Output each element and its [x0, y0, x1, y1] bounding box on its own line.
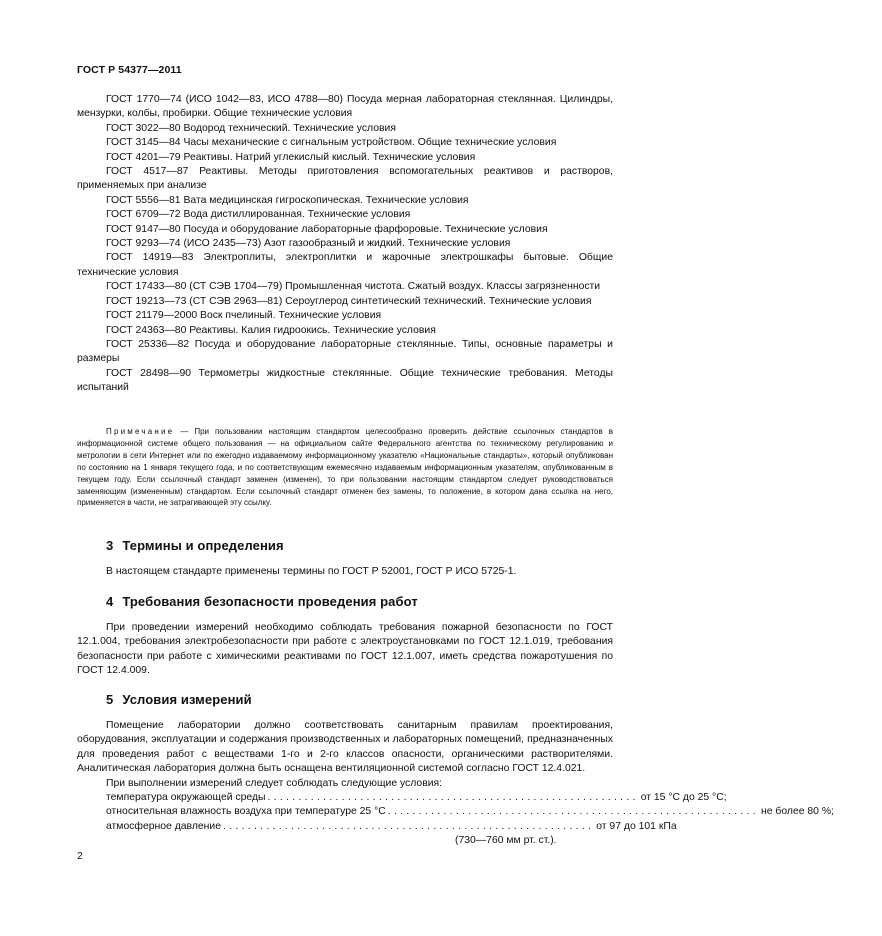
section-title: Условия измерений — [122, 692, 252, 707]
reference-item: ГОСТ 4201—79 Реактивы. Натрий углекислый кислый. Технические условия — [106, 151, 476, 163]
condition-name: температура окружающей среды — [106, 792, 266, 803]
section-3-body — [77, 565, 613, 579]
paragraph: В настоящем стандарте применены термины по ГОСТ Р 52001, ГОСТ Р ИСО 5725-1. — [106, 566, 517, 577]
condition-name: относительная влажность воздуха при температуре 25 °С — [106, 806, 386, 818]
reference-item: ГОСТ 9293—74 (ИСО 2435—73) Азот газообразный и жидкий. Технические условия — [106, 238, 511, 250]
document-header: ГОСТ Р 54377—2011 — [77, 64, 182, 76]
condition-row — [106, 820, 677, 834]
reference-item: ГОСТ 14919—83 Электроплиты, электроплитки и жарочные электрошкафы бытовые. Общие технические условия — [77, 252, 613, 278]
section-number: 3 — [106, 538, 114, 553]
condition-row-continuation — [106, 834, 576, 848]
section-3-heading — [106, 538, 284, 553]
section-number: 5 — [106, 692, 114, 707]
condition-value: (730—760 мм рт. ст.). — [455, 835, 557, 847]
paragraph: При проведении измерений необходимо соблюдать требования пожарной безопасности по ГОСТ 12.1.004, требования электробезопасности при работе с электроустановками по ГОСТ 12.1.019, требования безопасности при работе с химическими реактивами по ГОСТ 12.1.007, иметь средства пожаротушения по ГОСТ 12.4.009. — [77, 622, 613, 677]
section-4-heading — [106, 594, 418, 609]
reference-item: ГОСТ 9147—80 Посуда и оборудование лабораторные фарфоровые. Технические условия — [106, 223, 548, 235]
reference-item: ГОСТ 3145—84 Часы механические с сигнальным устройством. Общие технические условия — [106, 137, 557, 149]
condition-value: не более 80 %; — [760, 806, 834, 818]
condition-row — [106, 791, 727, 805]
note-label: Примечание — [106, 427, 175, 436]
page-number: 2 — [77, 851, 83, 862]
section-title: Термины и определения — [122, 538, 284, 553]
paragraph: Помещение лаборатории должно соответствовать санитарным правилам проектирования, оборудования, эксплуатации и содержания производственных и лабораторных помещений, предназначенных для проведения работ с веществами 1-го и 2-го классов опасности, органическими растворителями. Аналитическая лаборатория должна быть оснащена вентиляционной системой согласно ГОСТ 12.4.021. — [77, 720, 613, 775]
condition-name: атмосферное давление — [106, 820, 222, 832]
condition-value: от 97 до 101 кПа — [596, 820, 677, 832]
reference-item: ГОСТ 4517—87 Реактивы. Методы приготовления вспомогательных реактивов и растворов, применяемых при анализе — [77, 166, 613, 192]
note-text: — При пользовании настоящим стандартом целесообразно проверить действие ссылочных стандартов в информационной системе общего пользования — на официальном сайте Федерального агентства по техническому регулированию и метрологии в сети Интернет или по ежегодно издаваемому информационному указателю «Национальные стандарты», который опубликован по состоянию на 1 января текущего года, и по соответствующим ежемесячно издаваемым информационным указателям, опубликованным в текущем году. Если ссылочный стандарт заменен (изменен), то при пользовании настоящим стандартом следует руководствоваться заменяющим (измененным) стандартом. Если ссылочный стандарт отменен без замены, то положение, в котором дана ссылка на него, применяется в части, не затрагивающей эту ссылку. — [77, 427, 613, 508]
condition-value: от 15 °С до 25 °С; — [640, 792, 727, 803]
reference-item: ГОСТ 17433—80 (СТ СЭВ 1704—79) Промышленная чистота. Сжатый воздух. Классы загрязненности — [106, 281, 601, 293]
section-5-heading — [106, 692, 252, 707]
reference-item: ГОСТ 24363—80 Реактивы. Калия гидроокись. Технические условия — [106, 324, 436, 336]
paragraph: При выполнении измерений следует соблюдать следующие условия: — [106, 777, 443, 789]
measurement-conditions-list — [106, 791, 834, 849]
condition-row — [106, 805, 834, 819]
reference-item: ГОСТ 19213—73 (СТ СЭВ 2963—81) Сероуглерод синтетический технический. Технические условия — [106, 295, 592, 307]
leader-dots: ............................................................ — [387, 806, 759, 818]
leader-dots: ............................................................ — [267, 792, 639, 803]
references-note — [77, 426, 613, 509]
reference-item: ГОСТ 3022—80 Водород технический. Технические условия — [106, 122, 396, 134]
reference-item: ГОСТ 1770—74 (ИСО 1042—83, ИСО 4788—80) Посуда мерная лабораторная стеклянная. Цилиндры, мензурки, колбы, пробирки. Общие технические условия — [77, 94, 613, 120]
reference-item: ГОСТ 6709—72 Вода дистиллированная. Технические условия — [106, 209, 411, 221]
reference-item: ГОСТ 28498—90 Термометры жидкостные стеклянные. Общие технические требования. Методы испытаний — [77, 367, 613, 394]
section-5-body — [77, 719, 613, 791]
section-number: 4 — [106, 594, 114, 609]
section-title: Требования безопасности проведения работ — [122, 594, 418, 609]
reference-item: ГОСТ 25336—82 Посуда и оборудование лабораторные стеклянные. Типы, основные параметры и размеры — [77, 338, 613, 365]
normative-references-list — [77, 93, 613, 396]
section-4-body — [77, 621, 613, 679]
leader-dots: ............................................................ — [223, 820, 595, 832]
reference-item: ГОСТ 5556—81 Вата медицинская гигроскопическая. Технические условия — [106, 194, 469, 206]
reference-item: ГОСТ 21179—2000 Воск пчелиный. Технические условия — [106, 310, 382, 322]
